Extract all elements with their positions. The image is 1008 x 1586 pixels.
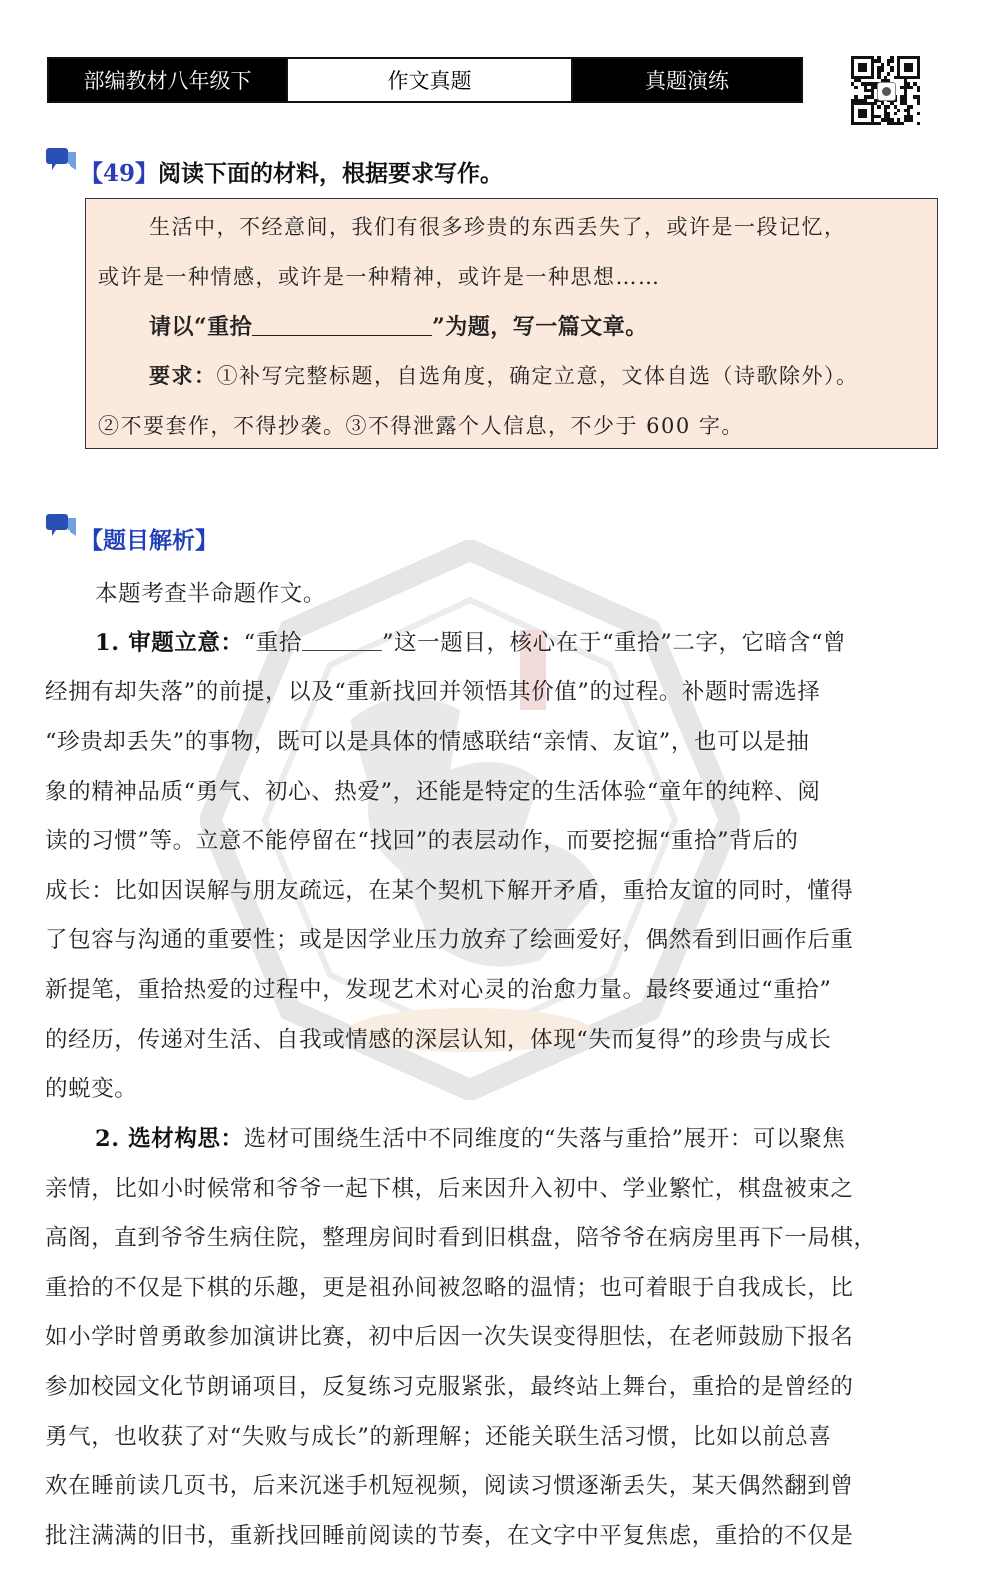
requirements-line-1 [149,360,859,390]
qr-code [851,56,920,125]
p2-text: 选材可围绕生活中不同维度的“失落与重拾”展开：可以聚焦 [243,1126,846,1152]
writing-prompt [149,310,648,341]
analysis-p1-line: 读的习惯”等。立意不能停留在“找回”的表层动作，而要挖掘“重拾”背后的 [45,828,799,854]
analysis-p2-line: 批注满满的旧书，重新找回睡前阅读的节奏，在文字中平复焦虑，重拾的不仅是 [45,1523,854,1549]
watermark-seal [200,540,740,1100]
question-title: 阅读下面的材料，根据要求写作。 [158,160,504,187]
analysis-p1-line: 的蜕变。 [45,1076,138,1102]
title-blank [252,315,432,336]
header-section: 真题演练 [573,59,801,101]
requirements-label: 要求： [149,363,217,388]
analysis-p2-line: 欢在睡前读几页书，后来沉迷手机短视频，阅读习惯逐渐丢失，某天偶然翻到曾 [45,1473,854,1499]
p1-label: 1. 审题立意： [95,630,244,656]
analysis-p1-line: 的经历，传递对生活、自我或情感的深层认知，体现“失而复得”的珍贵与成长 [45,1027,832,1053]
analysis-p2-first-line [95,1121,925,1153]
analysis-p2-line: 重拾的不仅是下棋的乐趣，更是祖孙间被忽略的温情；也可着眼于自我成长，比 [45,1275,854,1301]
analysis-p2-line: 亲情，比如小时候常和爷爷一起下棋，后来因升入初中、学业繁忙，棋盘被束之 [45,1176,854,1202]
section-marker-icon [46,148,76,172]
question-heading [80,155,503,188]
prompt-prefix: 请以“重拾 [149,314,253,340]
requirements-text-1: ①补写完整标题，自选角度，确定立意，文体自选（诗歌除外）。 [216,364,859,388]
qr-logo-icon [877,82,896,101]
p2-label: 2. 选材构思： [95,1126,244,1152]
analysis-intro: 本题考查半命题作文。 [95,581,327,607]
analysis-p1-line: 新提笔，重拾热爱的过程中，发现艺术对心灵的治愈力量。最终要通过“重拾” [45,977,832,1003]
analysis-p2-line: 高阁，直到爷爷生病住院，整理房间时看到旧棋盘，陪爷爷在病房里再下一局棋， [45,1225,877,1251]
analysis-marker-icon [46,514,76,538]
analysis-p2-line: 参加校园文化节朗诵项目，反复练习克服紧张，最终站上舞台，重拾的是曾经的 [45,1374,854,1400]
header-grade: 部编教材八年级下 [49,59,286,101]
analysis-p1-line: 象的精神品质“勇气、初心、热爱”，还能是特定的生活体验“童年的纯粹、阅 [45,779,821,805]
requirements-line-2: ②不要套作，不得抄袭。③不得泄露个人信息，不少于 600 字。 [98,414,744,438]
analysis-p2-line: 如小学时曾勇敢参加演讲比赛，初中后因一次失误变得胆怯，在老师鼓励下报名 [45,1324,854,1350]
analysis-p1-first-line [95,625,925,657]
p1-text-a: “重拾 [243,630,302,656]
header-category: 作文真题 [286,59,573,101]
analysis-p1-line: 了包容与沟通的重要性；或是因学业压力放弃了绘画爱好，偶然看到旧画作后重 [45,927,854,953]
material-line-1: 生活中，不经意间，我们有很多珍贵的东西丢失了，或许是一段记忆， [149,215,847,239]
p1-text-b: ”这一题目，核心在于“重拾”二字，它暗含“曾 [381,630,847,656]
material-box [85,198,938,449]
analysis-p2-line: 勇气，也收获了对“失败与成长”的新理解；还能关联生活习惯，比如以前总喜 [45,1424,832,1450]
prompt-suffix: ”为题，写一篇文章。 [432,314,648,340]
analysis-p1-line: 经拥有却失落”的前提，以及“重新找回并领悟其价值”的过程。补题时需选择 [45,679,821,705]
header-bar [47,57,803,103]
question-number: 【49】 [80,160,159,187]
analysis-title: 【题目解析】 [80,527,218,554]
material-line-2: 或许是一种情感，或许是一种精神，或许是一种思想…… [98,265,661,289]
p1-blank [302,632,382,651]
analysis-p1-line: “珍贵却丢失”的事物，既可以是具体的情感联结“亲情、友谊”，也可以是抽 [45,729,810,755]
analysis-p1-line: 成长：比如因误解与朋友疏远，在某个契机下解开矛盾，重拾友谊的同时，懂得 [45,878,854,904]
